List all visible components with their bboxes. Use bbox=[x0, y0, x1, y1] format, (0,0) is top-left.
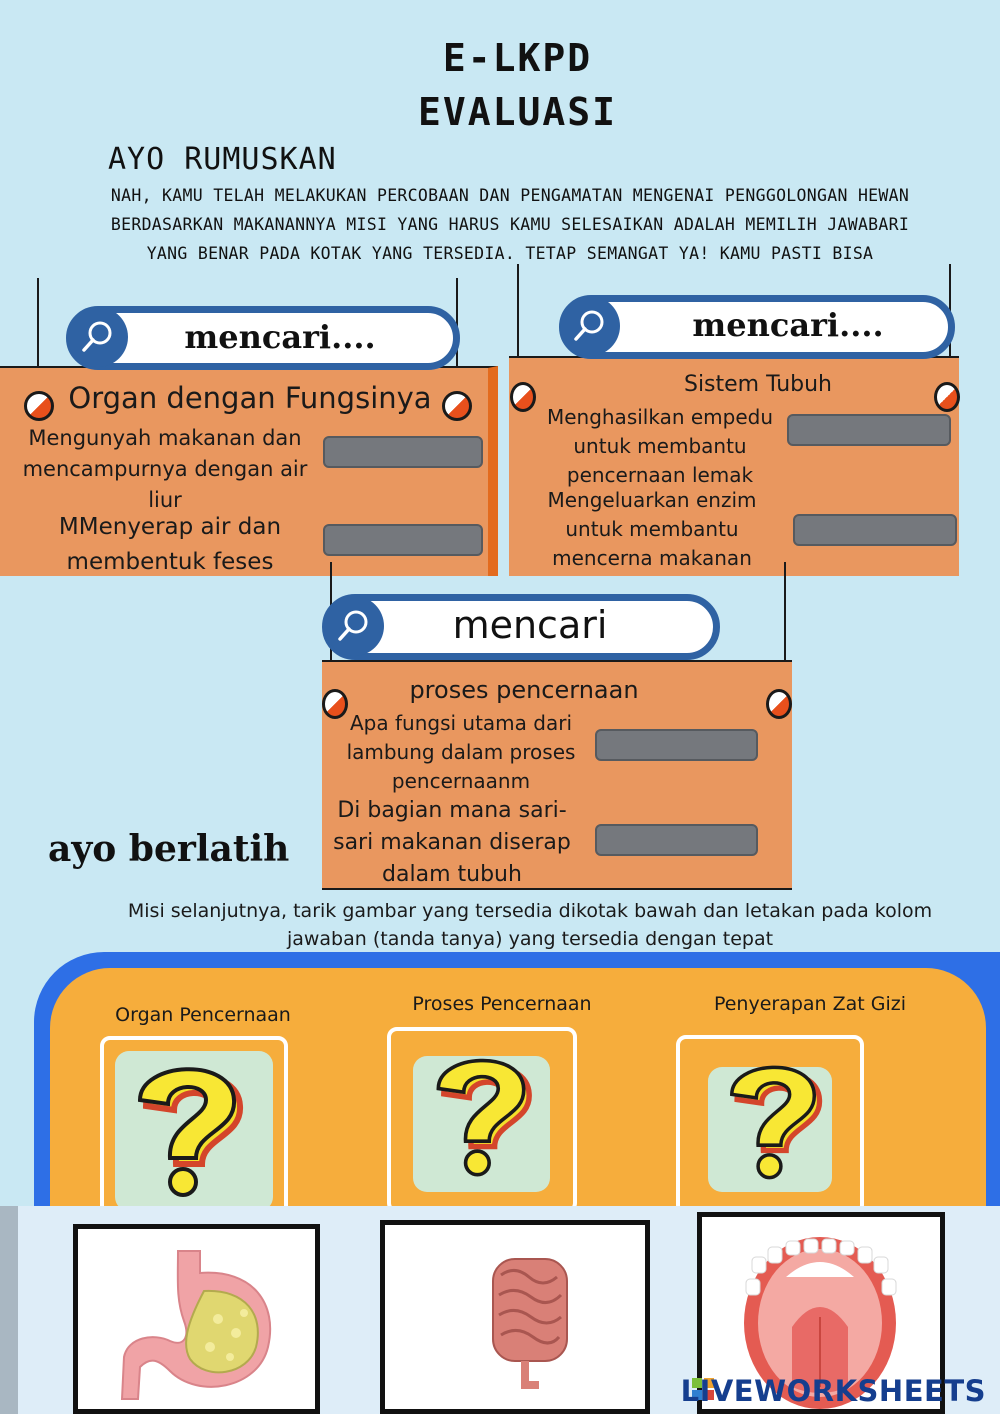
question-line: untuk membantu bbox=[565, 517, 739, 541]
answer-dropdown[interactable] bbox=[323, 524, 483, 556]
stomach-icon bbox=[78, 1229, 315, 1409]
answer-dropdown[interactable] bbox=[787, 414, 951, 446]
question-line: pencernaan lemak bbox=[566, 463, 754, 487]
question-text bbox=[30, 510, 310, 580]
question-line: sari makanan diserap bbox=[333, 830, 571, 855]
question-line: untuk membantu bbox=[573, 434, 747, 458]
question-text bbox=[536, 403, 784, 490]
ring-hole-icon bbox=[24, 391, 54, 421]
question-line: pencernaanm bbox=[391, 769, 531, 793]
search-icon bbox=[560, 296, 620, 356]
drag-card-stomach[interactable] bbox=[73, 1224, 320, 1414]
answer-dropdown[interactable] bbox=[323, 436, 483, 468]
question-line: MMenyerap air dan bbox=[58, 514, 282, 540]
intro-text bbox=[20, 181, 1000, 268]
intro-line: NAH, KAMU TELAH MELAKUKAN PERCOBAAN DAN PENGAMATAN MENGENAI PENGGOLONGAN HEWAN bbox=[110, 186, 910, 205]
instruction-line: jawaban (tanda tanya) yang tersedia dengan tepat bbox=[286, 928, 774, 950]
question-line: Di bagian mana sari- bbox=[337, 798, 567, 823]
question-text bbox=[328, 795, 576, 891]
intro-line: YANG BENAR PADA KOTAK YANG TERSEDIA. TETAP SEMANGAT YA! KAMU PASTI BISA bbox=[146, 244, 874, 263]
question-line: Menghasilkan empedu bbox=[546, 405, 774, 429]
search-label: mencari bbox=[452, 603, 608, 647]
search-label: mencari.... bbox=[184, 318, 376, 356]
column-label: Proses Pencernaan bbox=[412, 993, 592, 1015]
question-line: liur bbox=[148, 488, 182, 512]
question-mark-icon bbox=[122, 1052, 252, 1202]
search-label: mencari.... bbox=[692, 306, 884, 344]
panel-title: proses pencernaan bbox=[409, 676, 639, 704]
ring-hole-icon bbox=[510, 382, 536, 412]
page-title: E-LKPD bbox=[442, 36, 593, 80]
question-line: mencampurnya dengan air bbox=[22, 457, 308, 481]
answer-dropdown[interactable] bbox=[595, 729, 758, 761]
question-mark-icon bbox=[422, 1043, 540, 1183]
tray-scrollbar[interactable] bbox=[0, 1206, 18, 1414]
ring-hole-icon bbox=[442, 391, 472, 421]
hanging-line bbox=[517, 264, 519, 364]
watermark: LIVEWORKSHEETS bbox=[680, 1374, 986, 1408]
question-line: membentuk feses bbox=[66, 549, 274, 575]
instruction-line: Misi selanjutnya, tarik gambar yang tersedia dikotak bawah dan letakan pada kolom bbox=[127, 900, 933, 922]
question-line: Mengeluarkan enzim bbox=[547, 488, 757, 512]
question-line: dalam tubuh bbox=[382, 862, 522, 887]
section-heading-berlatih: ayo berlatih bbox=[48, 828, 290, 870]
answer-dropdown[interactable] bbox=[595, 824, 758, 856]
question-text bbox=[530, 486, 774, 573]
ring-hole-icon bbox=[934, 382, 960, 412]
question-line: Mengunyah makanan dan bbox=[28, 426, 302, 450]
ring-hole-icon bbox=[766, 689, 792, 719]
question-line: Apa fungsi utama dari bbox=[349, 711, 572, 735]
question-text bbox=[336, 709, 586, 796]
question-line: lambung dalam proses bbox=[346, 740, 576, 764]
panel-title: Sistem Tubuh bbox=[683, 372, 833, 397]
section-heading-rumuskan: AYO RUMUSKAN bbox=[108, 142, 337, 177]
question-line: mencerna makanan bbox=[552, 546, 752, 570]
drag-card-intestine[interactable] bbox=[380, 1220, 650, 1414]
column-label: Organ Pencernaan bbox=[115, 1004, 291, 1026]
instruction-text bbox=[120, 897, 940, 953]
intestine-icon bbox=[385, 1225, 645, 1409]
search-icon bbox=[324, 596, 384, 656]
panel-title: Organ dengan Fungsinya bbox=[68, 381, 432, 415]
column-label: Penyerapan Zat Gizi bbox=[713, 993, 907, 1015]
answer-dropdown[interactable] bbox=[793, 514, 957, 546]
question-mark-icon bbox=[716, 1048, 830, 1188]
question-text bbox=[10, 423, 320, 516]
page-subtitle: EVALUASI bbox=[417, 90, 618, 134]
intro-line: BERDASARKAN MAKANANNYA MISI YANG HARUS KAMU SELESAIKAN ADALAH MEMILIH JAWABARI bbox=[110, 215, 910, 234]
search-icon bbox=[68, 307, 128, 367]
